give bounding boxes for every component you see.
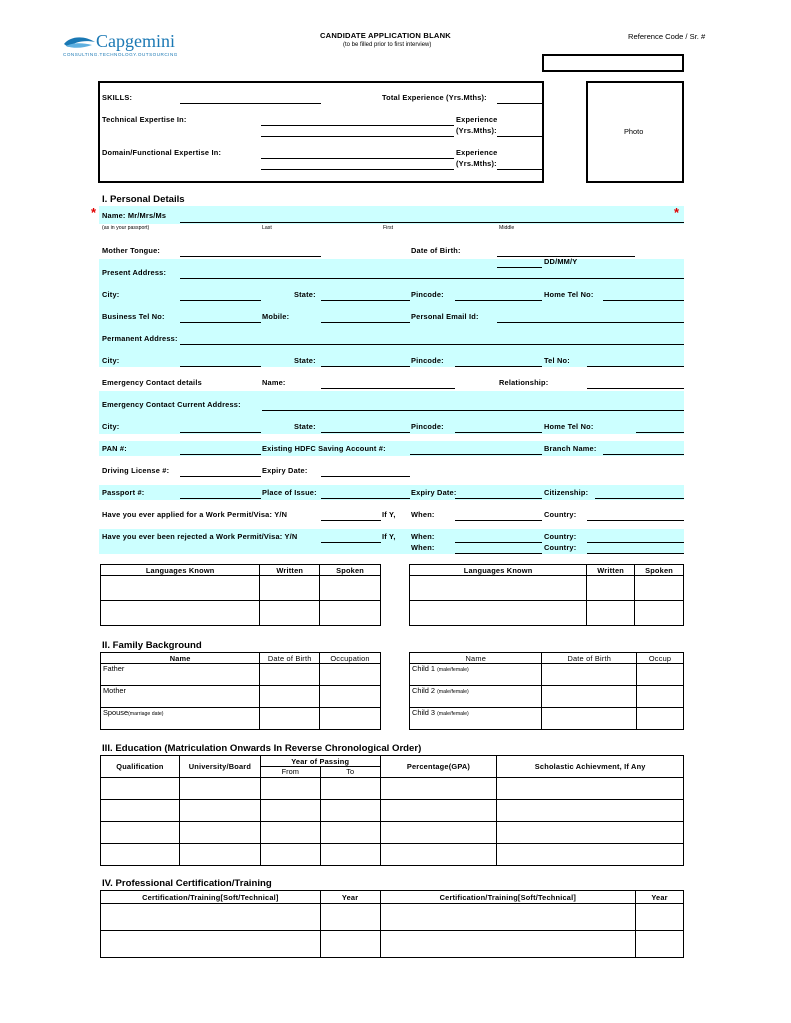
total-experience-field[interactable]	[497, 103, 542, 104]
branch-field[interactable]	[603, 454, 684, 455]
languages-known-header: Languages Known	[101, 565, 260, 576]
band-emergency-address	[99, 391, 684, 434]
languages-table-right	[409, 564, 684, 626]
reference-code-label: Reference Code / Sr. #	[628, 32, 706, 41]
languages-table-left	[100, 564, 381, 626]
visa-rejected-country2-label: Country:	[544, 543, 577, 552]
father-label: Father	[103, 664, 125, 673]
child3-gender-note: (male/female)	[437, 711, 469, 717]
band-present-address	[99, 259, 684, 324]
name-field[interactable]	[180, 222, 684, 223]
table-row	[101, 778, 684, 800]
business-tel-label: Business Tel No:	[102, 312, 165, 321]
first-name-hint: First	[383, 225, 394, 231]
hdfc-label: Existing HDFC Saving Account #:	[262, 444, 386, 453]
table-row	[101, 844, 684, 866]
visa-applied-country-label: Country:	[544, 510, 577, 519]
visa-applied-ify: If Y,	[382, 510, 396, 519]
emergency-details-label: Emergency Contact details	[102, 378, 202, 387]
visa-applied-country-field[interactable]	[587, 520, 684, 521]
technical-expertise-label: Technical Expertise In:	[102, 115, 187, 124]
table-row	[101, 708, 381, 730]
table-row	[410, 708, 684, 730]
cert-header-1: Certification/Training[Soft/Technical]	[101, 891, 321, 904]
table-row	[410, 601, 684, 626]
visa-rejected-when-field[interactable]	[455, 542, 542, 543]
technical-expertise-field-1[interactable]	[261, 125, 454, 126]
child1-label: Child 1	[412, 664, 436, 673]
domain-yrs-label: (Yrs.Mths):	[456, 159, 497, 168]
visa-applied-label: Have you ever applied for a Work Permit/Visa: Y/N	[102, 510, 288, 519]
table-row	[101, 931, 684, 958]
qualification-header: Qualification	[101, 756, 180, 778]
perm-state-label: State:	[294, 356, 316, 365]
passport-expiry-label: Expiry Date:	[411, 488, 457, 497]
family-occupation-header: Occupation	[320, 653, 381, 664]
family-background-title: II. Family Background	[102, 640, 202, 651]
family-dob-header: Date of Birth	[260, 653, 320, 664]
personal-email-field[interactable]	[497, 322, 684, 323]
from-header: From	[260, 767, 320, 778]
mother-tongue-field[interactable]	[180, 256, 321, 257]
dob-field-2[interactable]	[497, 267, 542, 268]
table-row	[101, 686, 381, 708]
tech-experience-field[interactable]	[497, 136, 542, 137]
expiry-label: Expiry Date:	[262, 466, 308, 475]
certification-title: IV. Professional Certification/Training	[102, 878, 272, 889]
technical-expertise-field-2[interactable]	[261, 136, 454, 137]
written-header: Written	[260, 565, 320, 576]
last-name-hint: Last	[262, 225, 272, 231]
child2-gender-note: (male/female)	[437, 689, 469, 695]
table-row	[410, 576, 684, 601]
skills-field[interactable]	[180, 103, 321, 104]
total-experience-label: Total Experience (Yrs.Mths):	[382, 93, 487, 102]
photo-label: Photo	[624, 127, 644, 136]
visa-applied-when-field[interactable]	[455, 520, 542, 521]
family-table-left	[100, 652, 381, 730]
visa-rejected-when-label: When:	[411, 532, 435, 541]
education-title: III. Education (Matriculation Onwards In Reverse Chronological Order)	[102, 743, 422, 754]
table-row	[101, 664, 381, 686]
personal-details-title: I. Personal Details	[102, 194, 185, 205]
home-tel-field[interactable]	[603, 300, 684, 301]
spade-logo-icon	[62, 34, 96, 52]
citizenship-field[interactable]	[595, 498, 684, 499]
domain-expertise-field-2[interactable]	[261, 169, 454, 170]
domain-expertise-label: Domain/Functional Expertise In:	[102, 148, 222, 157]
spouse-label: Spouse	[103, 708, 129, 717]
em-state-label: State:	[294, 422, 316, 431]
dob-label: Date of Birth:	[411, 246, 461, 255]
em-city-field[interactable]	[180, 432, 261, 433]
table-row	[410, 664, 684, 686]
table-row	[101, 822, 684, 844]
year-passing-header: Year of Passing	[260, 756, 380, 767]
as-passport-note: (as in your passport)	[102, 225, 150, 231]
family-table-right	[409, 652, 684, 730]
em-pincode-field[interactable]	[455, 432, 542, 433]
middle-name-hint: Middle	[499, 225, 515, 231]
present-address-label: Present Address:	[102, 268, 167, 277]
tech-yrs-label: (Yrs.Mths):	[456, 126, 497, 135]
domain-expertise-field-1[interactable]	[261, 158, 454, 159]
certification-table	[100, 890, 684, 958]
reference-code-box[interactable]	[542, 54, 684, 72]
present-address-field[interactable]	[180, 278, 684, 279]
driving-field[interactable]	[180, 476, 261, 477]
table-row	[101, 601, 381, 626]
place-issue-field[interactable]	[321, 498, 410, 499]
dob-format: DD/MM/Y	[544, 257, 578, 266]
pincode-label: Pincode:	[411, 290, 444, 299]
branch-label: Branch Name:	[544, 444, 597, 453]
em-home-tel-field[interactable]	[636, 432, 684, 433]
visa-rejected-when2-field[interactable]	[455, 553, 542, 554]
logo-tagline: CONSULTING.TECHNOLOGY.OUTSOURCING	[63, 52, 178, 57]
education-table	[100, 755, 684, 866]
child2-label: Child 2	[412, 686, 436, 695]
relationship-label: Relationship:	[499, 378, 549, 387]
spoken-header: Spoken	[320, 565, 381, 576]
company-logo	[62, 33, 192, 61]
name-label: Name: Mr/Mrs/Ms	[102, 211, 167, 220]
year-header-1: Year	[320, 891, 380, 904]
cert-header-2: Certification/Training[Soft/Technical]	[380, 891, 636, 904]
page-subtitle: (to be filled prior to first interview)	[343, 42, 432, 48]
state-label: State:	[294, 290, 316, 299]
permanent-address-field[interactable]	[180, 344, 684, 345]
perm-city-field[interactable]	[180, 366, 261, 367]
written-header-2: Written	[587, 565, 635, 576]
visa-rejected-when2-label: When:	[411, 543, 435, 552]
tech-experience-label: Experience	[456, 115, 498, 124]
visa-rejected-country-label: Country:	[544, 532, 577, 541]
child3-label: Child 3	[412, 708, 436, 717]
spoken-header-2: Spoken	[635, 565, 684, 576]
skills-label: SKILLS:	[102, 93, 133, 102]
pan-label: PAN #:	[102, 444, 127, 453]
visa-applied-when-label: When:	[411, 510, 435, 519]
to-header: To	[320, 767, 380, 778]
city-field[interactable]	[180, 300, 261, 301]
emergency-address-field[interactable]	[262, 410, 684, 411]
perm-tel-field[interactable]	[587, 366, 684, 367]
university-header: University/Board	[179, 756, 260, 778]
em-home-tel-label: Home Tel No:	[544, 422, 594, 431]
citizenship-label: Citizenship:	[544, 488, 589, 497]
mother-label: Mother	[103, 686, 127, 695]
perm-pincode-field[interactable]	[455, 366, 542, 367]
child-name-header: Name	[410, 653, 542, 664]
family-name-header: Name	[101, 653, 260, 664]
home-tel-label: Home Tel No:	[544, 290, 594, 299]
passport-expiry-field[interactable]	[455, 498, 542, 499]
pincode-field[interactable]	[455, 300, 542, 301]
visa-applied-field[interactable]	[321, 520, 381, 521]
mobile-label: Mobile:	[262, 312, 290, 321]
visa-rejected-country-field[interactable]	[587, 542, 684, 543]
hdfc-field[interactable]	[410, 454, 542, 455]
child1-gender-note: (male/female)	[437, 667, 469, 673]
perm-pincode-label: Pincode:	[411, 356, 444, 365]
domain-experience-field[interactable]	[497, 169, 542, 170]
table-row	[101, 800, 684, 822]
table-row	[101, 904, 684, 931]
mobile-field[interactable]	[321, 322, 410, 323]
child-dob-header: Date of Birth	[542, 653, 637, 664]
pan-field[interactable]	[180, 454, 261, 455]
driving-label: Driving License #:	[102, 466, 170, 475]
emergency-name-label: Name:	[262, 378, 286, 387]
required-star-left: *	[91, 205, 97, 220]
perm-state-field[interactable]	[321, 366, 410, 367]
emergency-address-label: Emergency Contact Current Address:	[102, 400, 241, 409]
city-label: City:	[102, 290, 120, 299]
visa-rejected-field[interactable]	[321, 542, 381, 543]
perm-tel-label: Tel No:	[544, 356, 570, 365]
marriage-date-note: (marriage date)	[128, 711, 164, 717]
passport-field[interactable]	[180, 498, 261, 499]
em-pincode-label: Pincode:	[411, 422, 444, 431]
visa-rejected-label: Have you ever been rejected a Work Permit/Visa: Y/N	[102, 532, 298, 541]
em-state-field[interactable]	[321, 432, 410, 433]
scholastic-header: Scholastic Achievment, If Any	[497, 756, 684, 778]
logo-brand: Capgemini	[96, 31, 175, 51]
band-permanent-address	[99, 324, 684, 367]
relationship-field[interactable]	[587, 388, 684, 389]
table-row	[410, 686, 684, 708]
emergency-name-field[interactable]	[321, 388, 455, 389]
passport-label: Passport #:	[102, 488, 145, 497]
visa-rejected-ify: If Y,	[382, 532, 396, 541]
expiry-field[interactable]	[321, 476, 410, 477]
page-title: CANDIDATE APPLICATION BLANK	[320, 31, 451, 40]
domain-experience-label: Experience	[456, 148, 498, 157]
perm-city-label: City:	[102, 356, 120, 365]
state-field[interactable]	[321, 300, 410, 301]
percentage-header: Percentage(GPA)	[380, 756, 497, 778]
languages-known-header-2: Languages Known	[410, 565, 587, 576]
table-row	[101, 576, 381, 601]
visa-rejected-country2-field[interactable]	[587, 553, 684, 554]
mother-tongue-label: Mother Tongue:	[102, 246, 161, 255]
em-city-label: City:	[102, 422, 120, 431]
place-issue-label: Place of Issue:	[262, 488, 317, 497]
required-star-right: *	[674, 205, 680, 220]
child-occup-header: Occup	[637, 653, 684, 664]
personal-email-label: Personal Email Id:	[411, 312, 479, 321]
permanent-address-label: Permanent Address:	[102, 334, 178, 343]
business-tel-field[interactable]	[180, 322, 261, 323]
year-header-2: Year	[636, 891, 684, 904]
